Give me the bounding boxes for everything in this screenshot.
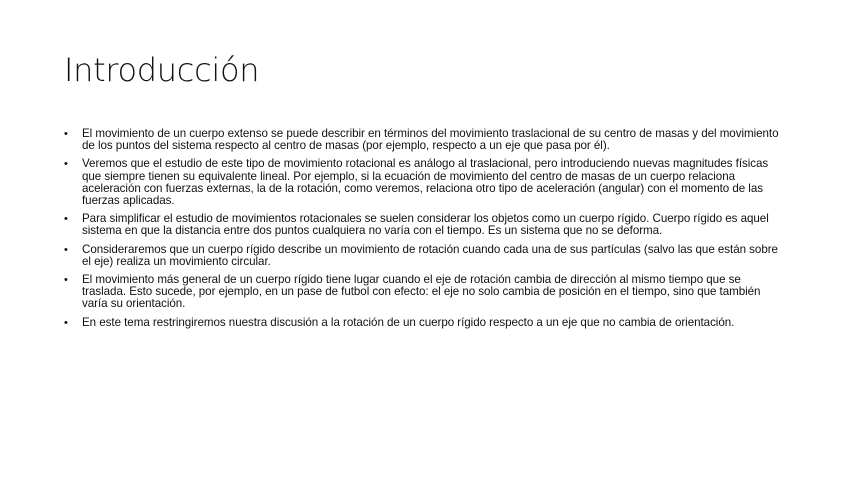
bullet-text: En este tema restringiremos nuestra discusión a la rotación de un cuerpo rígido respecto a un eje que no cambia de orientación. [82,315,735,329]
bullet-item [64,213,780,237]
bullet-text: Consideraremos que un cuerpo rígido describe un movimiento de rotación cuando cada una de sus partículas (salvo las que están sobre el eje) realiza un movimiento circular. [82,242,778,268]
bullet-text: Veremos que el estudio de este tipo de movimiento rotacional es análogo al traslacional, pero introduciendo nuevas magnitudes físicas que siempre tienen su equivalente lineal. Por ejemplo, si la ecuación de movimiento del centro de masas de un cuerpo relaciona aceleración con fuerzas externas, la de la rotación, como veremos, relaciona otro tipo de aceleración (angular) con el momento de las fuerzas aplicadas. [82,157,769,208]
bullet-text: El movimiento de un cuerpo extenso se puede describir en términos del movimiento traslacional de su centro de masas y del movimiento de los puntos del sistema respecto al centro de masas (por ejemplo, respecto a un eje que pasa por él). [82,127,779,153]
bullet-item [64,158,780,207]
bullet-item [64,128,780,152]
bullet-marker: • [64,158,68,171]
bullet-text: El movimiento más general de un cuerpo rígido tiene lugar cuando el eje de rotación cambia de dirección al mismo tiempo que se traslada. Esto sucede, por ejemplo, en un pase de futbol con efecto: el eje no solo cambia de posición en el tiempo, sino que también varía su orientación. [82,273,761,311]
bullet-marker: • [64,128,68,140]
bullet-item [64,244,780,268]
bullet-list [64,128,780,335]
bullet-marker: • [64,243,68,256]
bullet-marker: • [64,274,68,287]
bullet-item [64,274,780,311]
bullet-marker: • [64,213,68,226]
bullet-text: Para simplificar el estudio de movimientos rotacionales se suelen considerar los objetos como un cuerpo rígido. Cuerpo rígido es aquel sistema en que la distancia entre dos puntos cualquiera no varía con el tiempo. Es un sistema que no se deforma. [82,212,769,238]
bullet-item [64,317,780,329]
bullet-marker: • [64,316,68,329]
slide-title: Introducción [64,51,260,89]
